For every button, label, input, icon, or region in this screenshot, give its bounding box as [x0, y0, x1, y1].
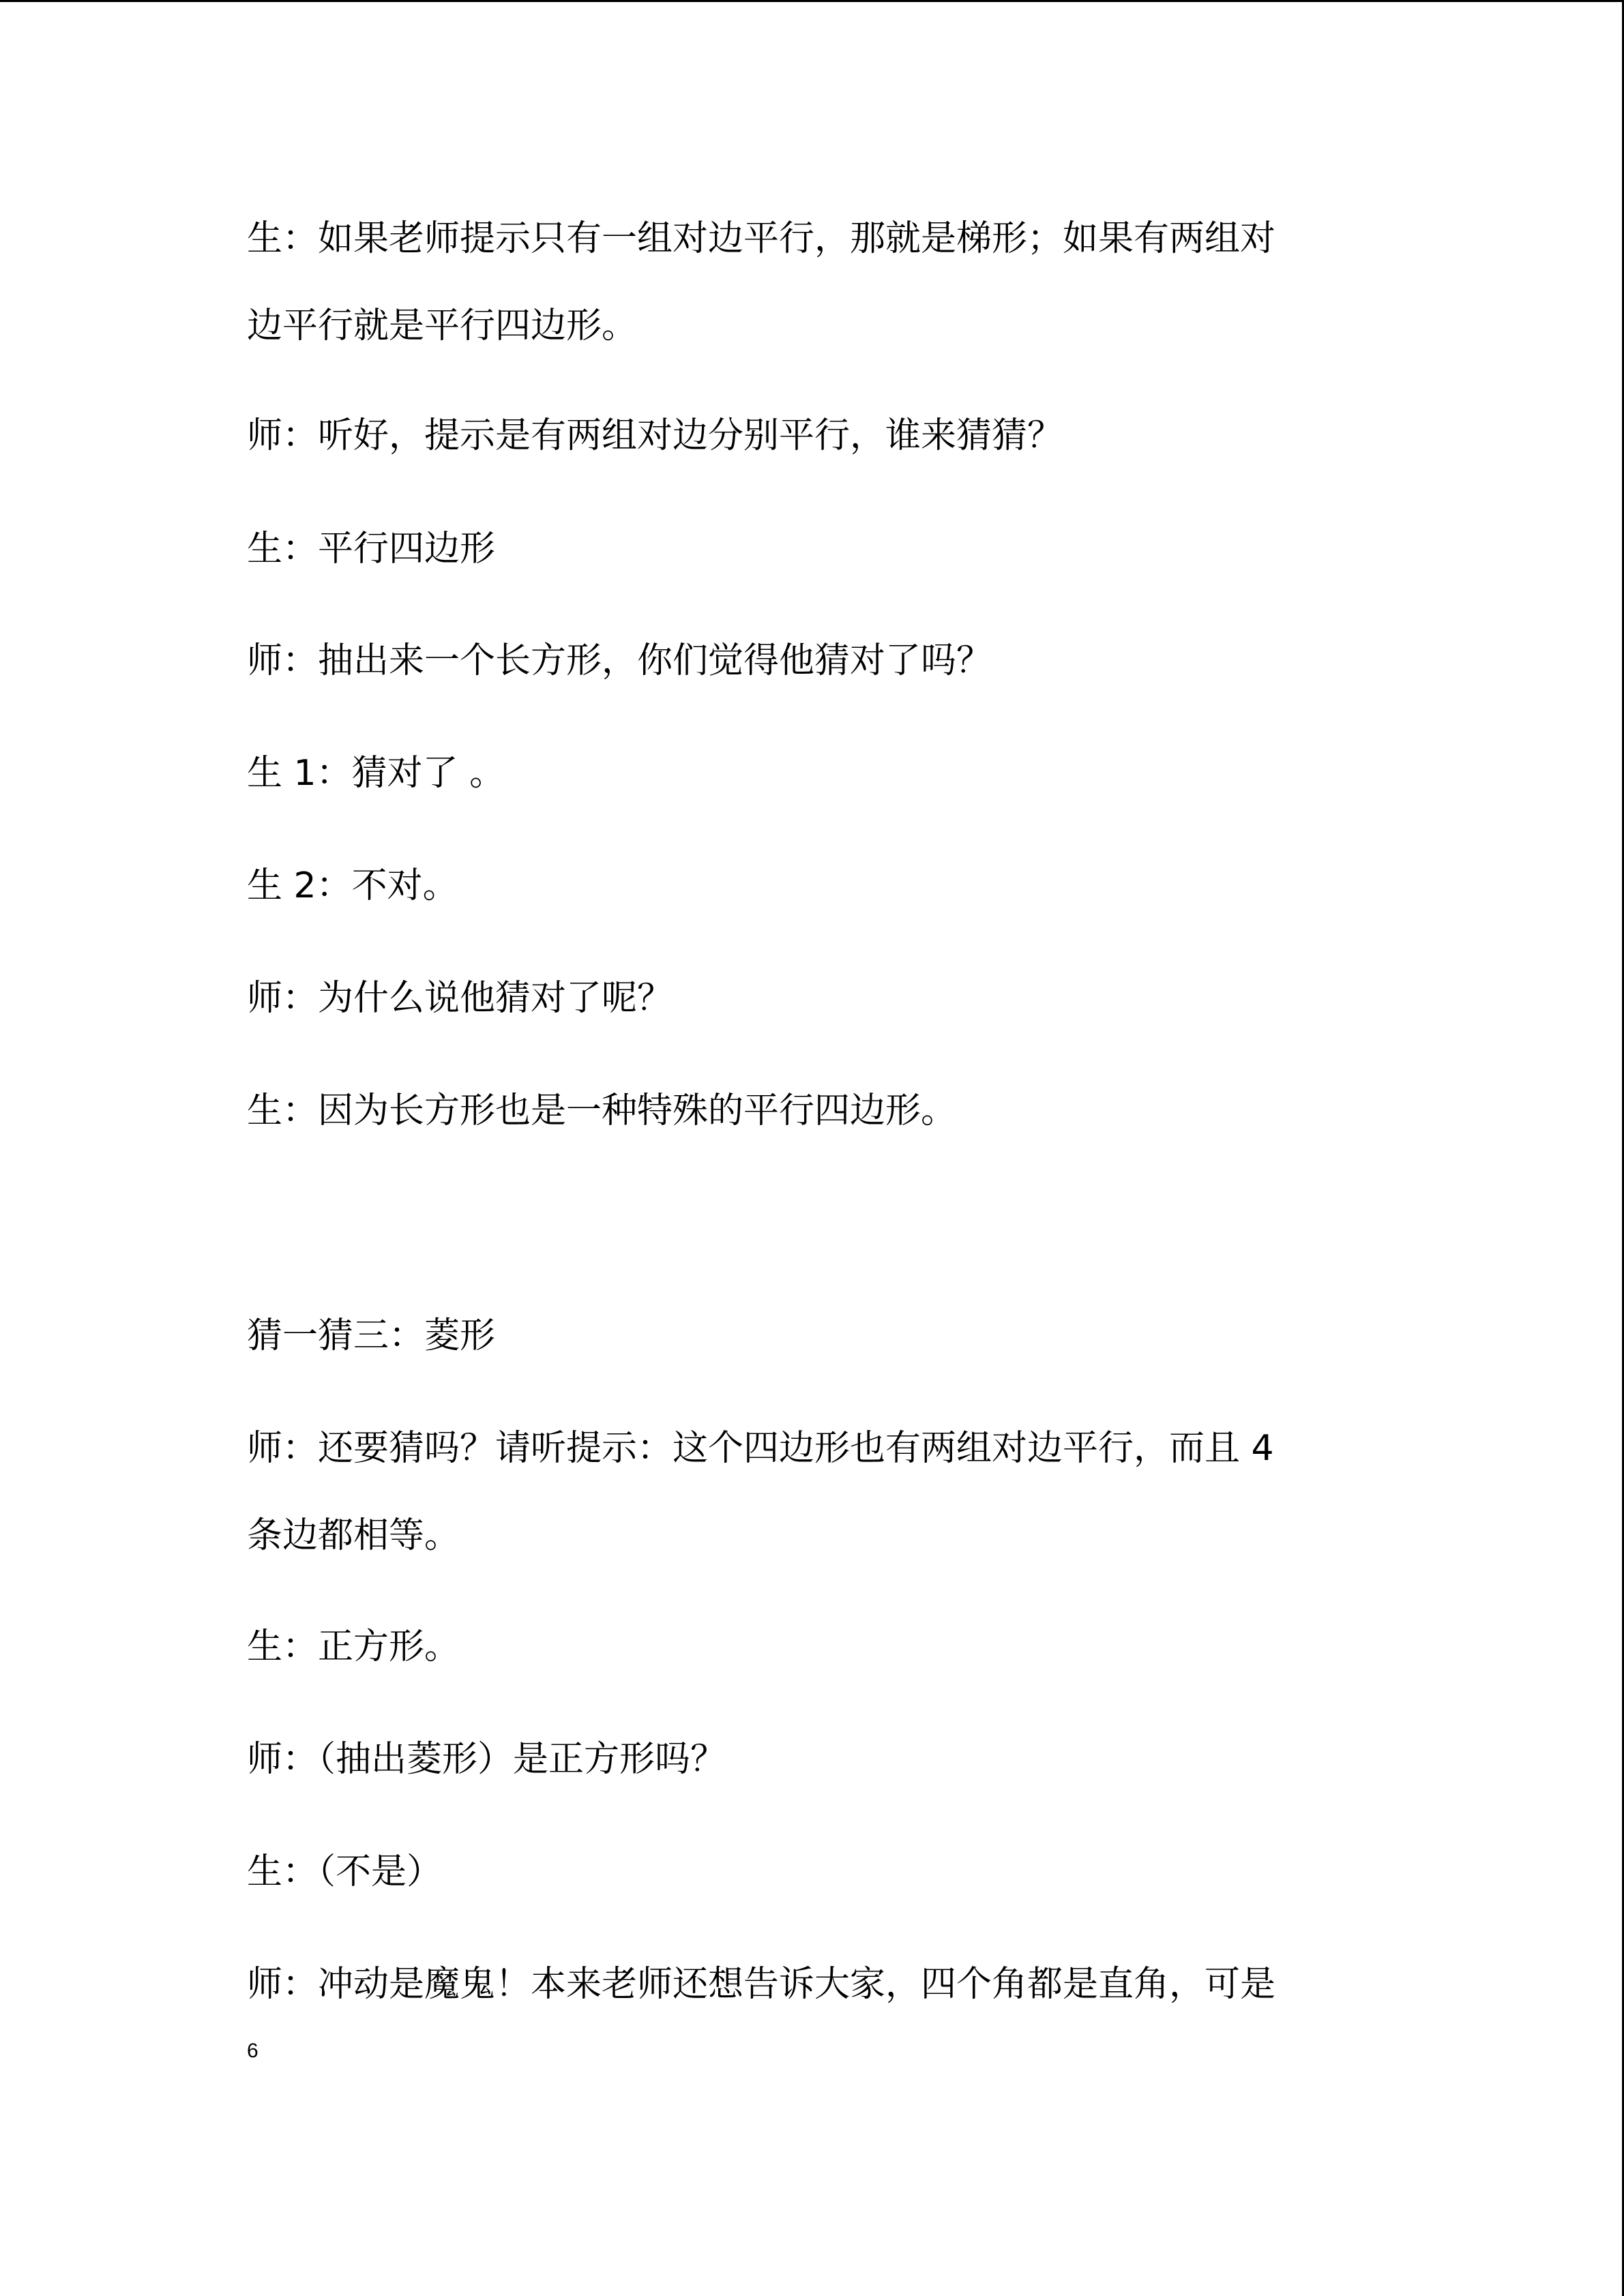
text-line: 生 1：猜对了 。	[247, 753, 505, 794]
text-line: 条边都相等。	[247, 1515, 460, 1556]
section-heading: 猜一猜三：菱形	[247, 1315, 496, 1356]
text-line: 师：（抽出菱形）是正方形吗？	[247, 1739, 726, 1780]
page-number: 6	[247, 2040, 259, 2062]
text-line: 师：抽出来一个长方形，你们觉得他猜对了吗？	[247, 640, 992, 681]
text-line: 师：听好，提示是有两组对边分别平行，谁来猜猜？	[247, 415, 1063, 456]
text-line: 生：（不是）	[247, 1851, 443, 1892]
text-line: 生：如果老师提示只有一组对边平行，那就是梯形；如果有两组对	[247, 218, 1276, 259]
page-top-border	[0, 0, 1624, 2]
text-line: 生 2：不对。	[247, 865, 458, 906]
text-line: 生：平行四边形	[247, 528, 496, 569]
text-line: 生：因为长方形也是一种特殊的平行四边形。	[247, 1090, 957, 1131]
text-line: 师：还要猜吗？请听提示：这个四边形也有两组对边平行，而且 4	[247, 1428, 1274, 1469]
text-line: 师：为什么说他猜对了呢？	[247, 978, 673, 1019]
text-line: 师：冲动是魔鬼！本来老师还想告诉大家，四个角都是直角，可是	[247, 1964, 1276, 2005]
text-line: 生：正方形。	[247, 1626, 460, 1667]
text-line: 边平行就是平行四边形。	[247, 305, 638, 346]
